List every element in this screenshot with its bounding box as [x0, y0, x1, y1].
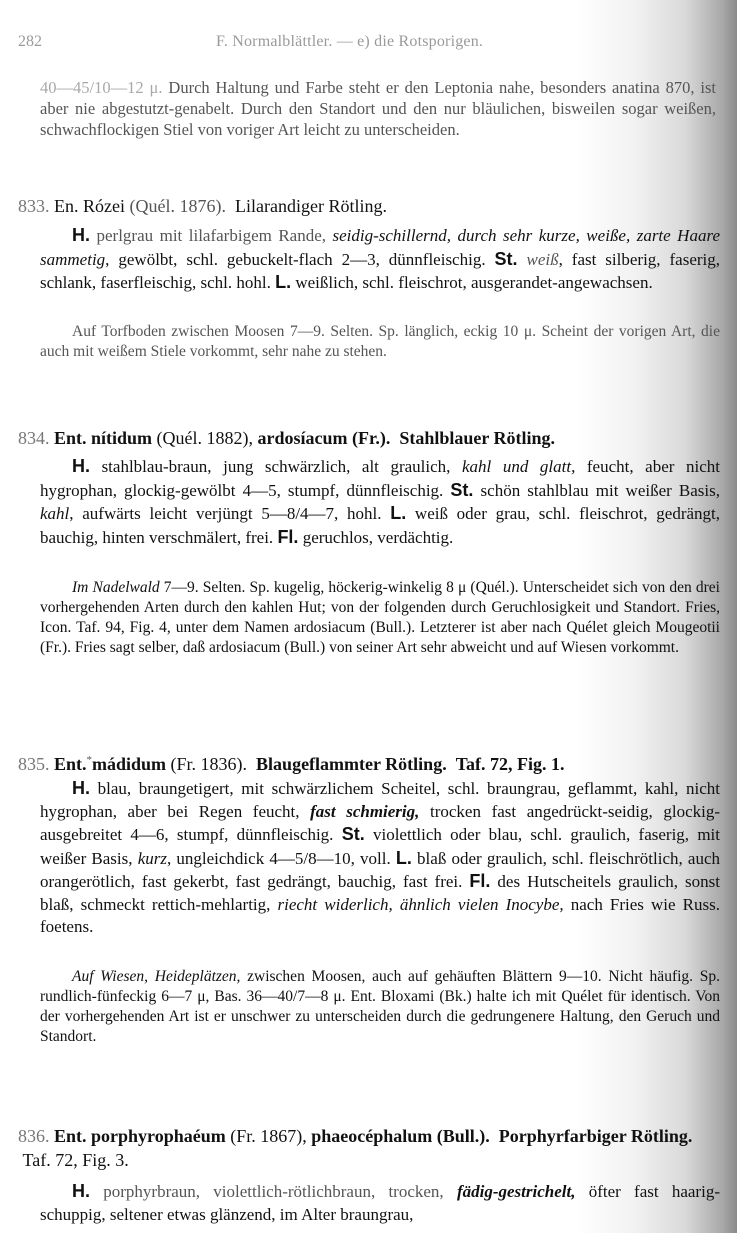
entry-833-notes — [40, 322, 720, 362]
entry-834-description — [40, 455, 720, 549]
entry-835-description — [40, 777, 720, 939]
fleisch-text: des Hutscheitels graulich, sonst blaß, schmeckt rettich-mehlartig, — [40, 872, 721, 914]
entry-number: 833. — [18, 196, 50, 216]
genus: Ent. — [54, 754, 87, 774]
entry-number: 835. — [18, 754, 50, 774]
entry-number: 834. — [18, 428, 50, 448]
lamellen-text: weiß oder grau, schl. fleischrot, gedrängt, bauchig, hinten verschmälert, frei. — [40, 504, 720, 547]
hut-rest: öfter fast haarig-schuppig, seltener etwas glänzend, im Alter braungrau, — [40, 1182, 720, 1224]
hut-rest: feucht, aber nicht hygrophan, glockig-gewölbt 4—5, stumpf, dünnfleischig. — [40, 457, 720, 500]
entry-836-description — [40, 1180, 720, 1226]
stiel-rest: , aufwärts leicht verjüngt 5—8/4—7, hohl. — [69, 504, 382, 523]
hut-rest: , gewölbt, schl. gebuckelt-flach 2—3, dünnfleischig. — [105, 249, 486, 269]
hut-key: H. — [72, 1181, 90, 1201]
plate-reference: Taf. 72, Fig. 3. — [22, 1150, 129, 1170]
species: Rózei — [83, 196, 125, 216]
hut-italic-text: kahl und glatt, — [462, 457, 576, 476]
plate-reference: Taf. 72, Fig. 1. — [455, 754, 565, 774]
species: mádidum — [92, 754, 167, 774]
entry-number: 836. — [18, 1126, 50, 1146]
notes-text: Auf Torfboden zwischen Moosen 7—9. Selten. Sp. länglich, eckig 10 μ. Scheint der vorigen Art, die auch mit weißem Stiele vorkommt, sehr nahe zu stehen. — [40, 323, 720, 360]
notes-habitat: Auf Wiesen, Heideplätzen, — [72, 968, 241, 985]
page-number: 282 — [18, 33, 42, 50]
stiel-text: violettlich oder blau, schl. graulich, faserig, mit weißer Basis, — [40, 825, 720, 868]
common-name: Blaugeflammter Rötling. — [256, 754, 447, 774]
synonym: phaeocéphalum (Bull.). — [311, 1126, 490, 1146]
stiel-italic-text: kurz — [137, 848, 167, 868]
fleisch-key: Fl. — [277, 526, 299, 547]
fleisch-italic-text: riecht widerlich, ähnlich vielen Inocybe, — [277, 894, 564, 914]
hut-key: H. — [72, 456, 90, 476]
entry-835-notes — [40, 967, 720, 1047]
notes-text: 7—9. Selten. Sp. kugelig, höckerig-winkelig 8 μ (Quél.). Unterscheidet sich von den drei vorhergehenden Arten durch den kahlen Hut; von der folgenden durch Geruchlosigkeit und Standort. Fries, Icon. Taf. 94, Fig. 4, unter dem Namen ardosiacum (Bull.). Letzterer ist aber nach Quélet gleich Mougeotii (Fr.). Fries sagt selber, daß ardosiacum (Bull.) von seiner Art sehr abweicht und auf Wiesen vorkommt. — [40, 579, 720, 656]
continuation-measure: 40—45/10—12 μ. — [40, 78, 163, 97]
hut-text: stahlblau-braun, jung schwärzlich, alt graulich, — [90, 457, 462, 476]
hut-text: blau, braungetigert, mit schwärzlichem Scheitel, schl. braungrau, geflammt, kahl, nicht hygrophan, aber bei Regen feucht, — [40, 779, 720, 821]
lamellen-key: L. — [390, 503, 407, 523]
stiel-italic-text: weiß — [526, 249, 559, 269]
hut-italic-text: seidig-schillernd, durch sehr kurze, weiße, zarte Haare sammetig — [40, 226, 720, 269]
entry-833-description — [40, 224, 720, 295]
species: porphyrophaéum — [91, 1126, 226, 1146]
hut-italic-text: fädig-gestrichelt, — [456, 1182, 576, 1201]
genus: Ent. — [54, 428, 87, 448]
genus: Ent. — [54, 1126, 87, 1146]
hut-key: H. — [72, 225, 90, 245]
authority: (Quél. 1876). — [129, 196, 226, 216]
stiel-italic-text: kahl — [40, 504, 70, 523]
entry-836-heading — [18, 1124, 723, 1172]
stiel-rest: , ungleichdick 4—5/8—10, voll. — [166, 848, 391, 868]
fleisch-key: Fl. — [469, 871, 491, 891]
stiel-key: St. — [450, 479, 474, 500]
lamellen-key: L. — [395, 847, 412, 868]
stiel-key: St. — [494, 248, 518, 269]
continuation-paragraph — [40, 77, 716, 140]
synonym: ardosíacum (Fr.). — [257, 428, 391, 448]
hut-key: H. — [72, 778, 90, 798]
species: nítidum — [91, 428, 153, 448]
notes-text: zwischen Moosen, auch auf gehäuften Blättern 9—10. Nicht häufig. Sp. rundlich-fünfeckig 6—7 μ, Bas. 36—40/7—8 μ. Ent. Bloxami (Bk.) halte ich mit Quélet für identisch. Von der vorhergehenden Art ist er unschwer zu unterscheiden durch die gedrungenere Haltung, den Geruch und Standort. — [40, 968, 721, 1045]
fleisch-rest: nach Fries wie Russ. foetens. — [40, 894, 720, 936]
continuation-text: Durch Haltung und Farbe steht er den Leptonia nahe, besonders anatina 870, ist aber nie abgestutzt-genabelt. Durch den Standort und den nur bläulichen, bisweilen sogar weißen, schwachflockigen Stiel von voriger Art leicht zu unterscheiden. — [40, 78, 716, 139]
hut-italic-text: fast schmierig, — [310, 801, 420, 821]
common-name: Stahlblauer Rötling. — [399, 428, 556, 448]
stiel-text: schön stahlblau mit weißer Basis, — [473, 480, 721, 500]
lamellen-text: blaß oder graulich, schl. fleischrötlich, auch orangerötlich, fast gekerbt, fast gedrängt, bauchig, fast frei. — [40, 848, 721, 891]
fleisch-text: geruchlos, verdächtig. — [298, 527, 454, 547]
genus: En. — [54, 196, 79, 216]
common-name: Lilarandiger Rötling. — [234, 196, 387, 216]
authority: (Fr. 1836). — [170, 754, 248, 774]
lamellen-key: L. — [275, 272, 292, 292]
hut-text: porphyrbraun, violettlich-rötlichbraun, trocken, — [90, 1182, 457, 1201]
authority: (Fr. 1867), — [230, 1126, 307, 1146]
entry-835-heading — [18, 748, 723, 776]
entry-833-heading — [18, 194, 723, 218]
stiel-key: St. — [341, 824, 365, 844]
notes-habitat: Im Nadelwald — [72, 579, 160, 596]
common-name: Porphyrfarbiger Rötling. — [498, 1126, 693, 1146]
running-title: F. Normalblättler. — e) die Rotsporigen. — [216, 33, 484, 50]
lamellen-text: weißlich, schl. fleischrot, ausgerandet-angewachsen. — [291, 273, 653, 292]
authority: (Quél. 1882), — [156, 428, 254, 448]
hut-text: perlgrau mit lilafarbigem Rande, — [90, 226, 333, 245]
asterisk-marker: * — [86, 754, 93, 766]
entry-834-notes — [40, 578, 720, 658]
entry-834-heading — [18, 426, 723, 450]
hut-rest: trocken fast angedrückt-seidig, glockig-ausgebreitet 4—6, stumpf, dünnfleischig. — [40, 801, 720, 844]
stiel-text: , fast silberig, faserig, schlank, faserfleischig, schl. hohl. — [40, 249, 720, 292]
